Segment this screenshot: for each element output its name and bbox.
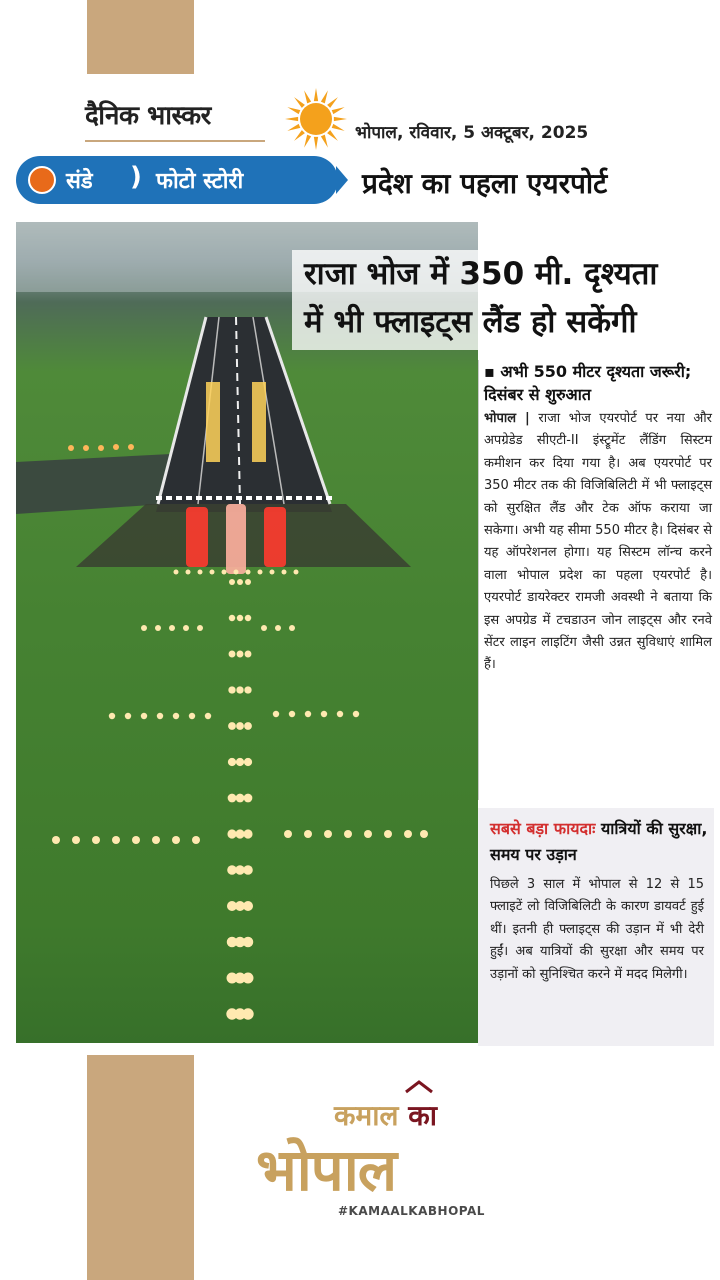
approach-light	[404, 830, 412, 838]
benefit-box-heading	[490, 816, 708, 868]
tag-arrow-icon	[336, 166, 348, 194]
approach-light	[364, 830, 372, 838]
approach-light	[237, 615, 243, 621]
approach-light	[186, 570, 191, 575]
approach-light	[243, 973, 254, 984]
approach-light	[222, 570, 227, 575]
approach-light	[234, 570, 239, 575]
article-dateline: भोपाल |	[484, 411, 530, 426]
approach-light	[243, 937, 254, 948]
decorative-tan-block-top	[87, 0, 194, 74]
approach-light	[52, 836, 60, 844]
approach-light	[229, 651, 236, 658]
article-body	[484, 408, 712, 677]
approach-light	[324, 830, 332, 838]
sun-ray	[334, 117, 347, 121]
approach-light	[384, 830, 392, 838]
approach-light	[236, 794, 245, 803]
sun-ray	[321, 135, 328, 148]
approach-light	[246, 570, 251, 575]
kamaal-ka-bhopal-logo	[256, 1080, 485, 1230]
approach-light	[152, 836, 160, 844]
approach-light	[289, 625, 295, 631]
approach-light	[157, 713, 163, 719]
sun-ray	[294, 97, 305, 108]
brand-bhopal-text: भोपाल	[256, 1136, 397, 1204]
approach-light	[243, 865, 253, 875]
approach-light	[228, 686, 235, 693]
approach-light	[284, 830, 292, 838]
approach-light	[244, 794, 253, 803]
approach-light	[244, 758, 252, 766]
masthead-divider	[85, 140, 265, 142]
approach-light	[243, 829, 252, 838]
approach-light	[244, 686, 251, 693]
headline-line-1: राजा भोज में 350 मी. दृश्यता	[304, 256, 658, 292]
article-subhead: ▪ अभी 550 मीटर दृश्यता जरूरी; दिसंबर से शुरुआत	[484, 362, 692, 404]
approach-light	[282, 570, 287, 575]
approach-light	[235, 829, 244, 838]
edition-dateline: भोपाल, रविवार, 5 अक्टूबर, 2025	[355, 123, 589, 143]
sun-ray	[314, 88, 318, 101]
approach-light	[273, 711, 279, 717]
approach-light	[132, 836, 140, 844]
decorative-tan-block-bottom	[87, 1055, 194, 1280]
approach-light	[236, 722, 244, 730]
sun-ray	[314, 137, 318, 150]
approach-light	[198, 570, 203, 575]
sun-ray	[332, 107, 345, 114]
sun-ray	[332, 124, 345, 131]
approach-light	[243, 901, 253, 911]
approach-light	[304, 830, 312, 838]
approach-light	[183, 625, 189, 631]
approach-light	[337, 711, 343, 717]
tag-sunday-label: संडे	[66, 169, 93, 194]
approach-light	[197, 625, 203, 631]
approach-light	[141, 625, 147, 631]
approach-light	[141, 713, 147, 719]
approach-light	[244, 722, 252, 730]
sun-ray	[304, 135, 311, 148]
approach-light	[294, 570, 299, 575]
approach-light	[275, 625, 281, 631]
headline	[304, 250, 714, 346]
photo-story-tag	[16, 156, 338, 204]
approach-light	[229, 579, 235, 585]
brand-hashtag: #KAMAALKABHOPAL	[338, 1204, 485, 1218]
approach-light	[321, 711, 327, 717]
sun-ray	[285, 117, 298, 121]
sun-ray	[327, 130, 338, 141]
approach-light	[236, 686, 243, 693]
approach-light	[289, 711, 295, 717]
approach-light	[229, 615, 235, 621]
sun-ray	[287, 124, 300, 131]
newspaper-logo: दैनिक भास्कर	[85, 101, 211, 131]
tag-photo-story-label: फोटो स्टोरी	[156, 169, 244, 194]
sun-ray	[327, 97, 338, 108]
sun-ray	[304, 90, 311, 103]
benefit-box-text: पिछले 3 साल में भोपाल से 12 से 15 फ्लाइटें लो विजिबिलिटी के कारण डायवर्ट हुई थीं। इतनी ही फ्लाइट्स की उड़ान में भी देरी हुईं। अब यात्रियों की सुरक्षा और समय पर उड़ानों को सुनिश्चित करने में मदद मिलेगी।	[490, 877, 704, 982]
approach-light	[261, 625, 267, 631]
approach-light	[109, 713, 115, 719]
approach-light	[173, 713, 179, 719]
section-title: प्रदेश का पहला एयरपोर्ट	[362, 167, 608, 200]
approach-light	[172, 836, 180, 844]
approach-light	[344, 830, 352, 838]
approach-light	[227, 829, 236, 838]
approach-light	[189, 713, 195, 719]
approach-light	[353, 711, 359, 717]
newspaper-masthead	[85, 96, 645, 143]
approach-light	[92, 836, 100, 844]
approach-light	[205, 713, 211, 719]
approach-light	[236, 758, 244, 766]
approach-light	[420, 830, 428, 838]
approach-light	[237, 579, 243, 585]
approach-light	[228, 794, 237, 803]
approach-light	[237, 651, 244, 658]
approach-light	[245, 579, 251, 585]
approach-light	[245, 615, 251, 621]
approach-light	[72, 836, 80, 844]
column-divider	[478, 360, 479, 800]
approach-light	[210, 570, 215, 575]
roof-icon	[404, 1080, 434, 1094]
article-body-text: राजा भोज एयरपोर्ट पर नया और अपग्रेडेड सीएटी-II इंस्ट्रूमेंट लैंडिंग सिस्टम कमीशन कर दिया गया है। अब एयरपोर्ट पर 350 मीटर तक की विजिबिलिटी में भी फ्लाइट्स को सुरक्षित लैंड और टेक ऑफ कराया जा सकेगा। अभी यह सीमा 550 मीटर है। दिसंबर से यह ऑपरेशनल होगा। यह सिस्टम लॉन्च करने वाला भोपाल प्रदेश का पहला एयरपोर्ट है। एयरपोर्ट डायरेक्टर रामजी अवस्थी ने बताया कि इस अपग्रेड में टचडाउन जोन लाइट्स और रनवे सेंटर लाइन लाइटिंग जैसी उन्नत सुविधाएं शामिल हैं।	[484, 411, 712, 673]
brand-kamal-word: कमाल	[334, 1099, 399, 1132]
camera-lens-icon	[28, 166, 56, 194]
approach-light	[245, 651, 252, 658]
headline-line-2: में भी फ्लाइट्स लैंड हो सकेंगी	[304, 304, 637, 340]
sun-ray	[321, 90, 328, 103]
sun-ray	[294, 130, 305, 141]
approach-light	[112, 836, 120, 844]
approach-light	[270, 570, 275, 575]
approach-light	[192, 836, 200, 844]
approach-light	[169, 625, 175, 631]
sun-ray	[287, 107, 300, 114]
article-column	[484, 360, 712, 677]
benefit-box	[478, 808, 714, 1046]
benefit-box-heading-red: सबसे बड़ा फायदाः	[490, 819, 596, 838]
sun-logo-icon	[283, 86, 349, 152]
approach-light	[155, 625, 161, 631]
approach-light	[242, 1008, 253, 1019]
approach-light	[258, 570, 263, 575]
benefit-box-heading-rest: यात्रियों की सुरक्षा, समय पर उड़ान	[490, 819, 708, 864]
approach-light	[174, 570, 179, 575]
approach-light	[305, 711, 311, 717]
approach-light	[228, 758, 236, 766]
brand-ka-word: का	[408, 1099, 437, 1132]
tag-bracket: )	[130, 162, 142, 192]
approach-light	[228, 722, 236, 730]
approach-light	[125, 713, 131, 719]
